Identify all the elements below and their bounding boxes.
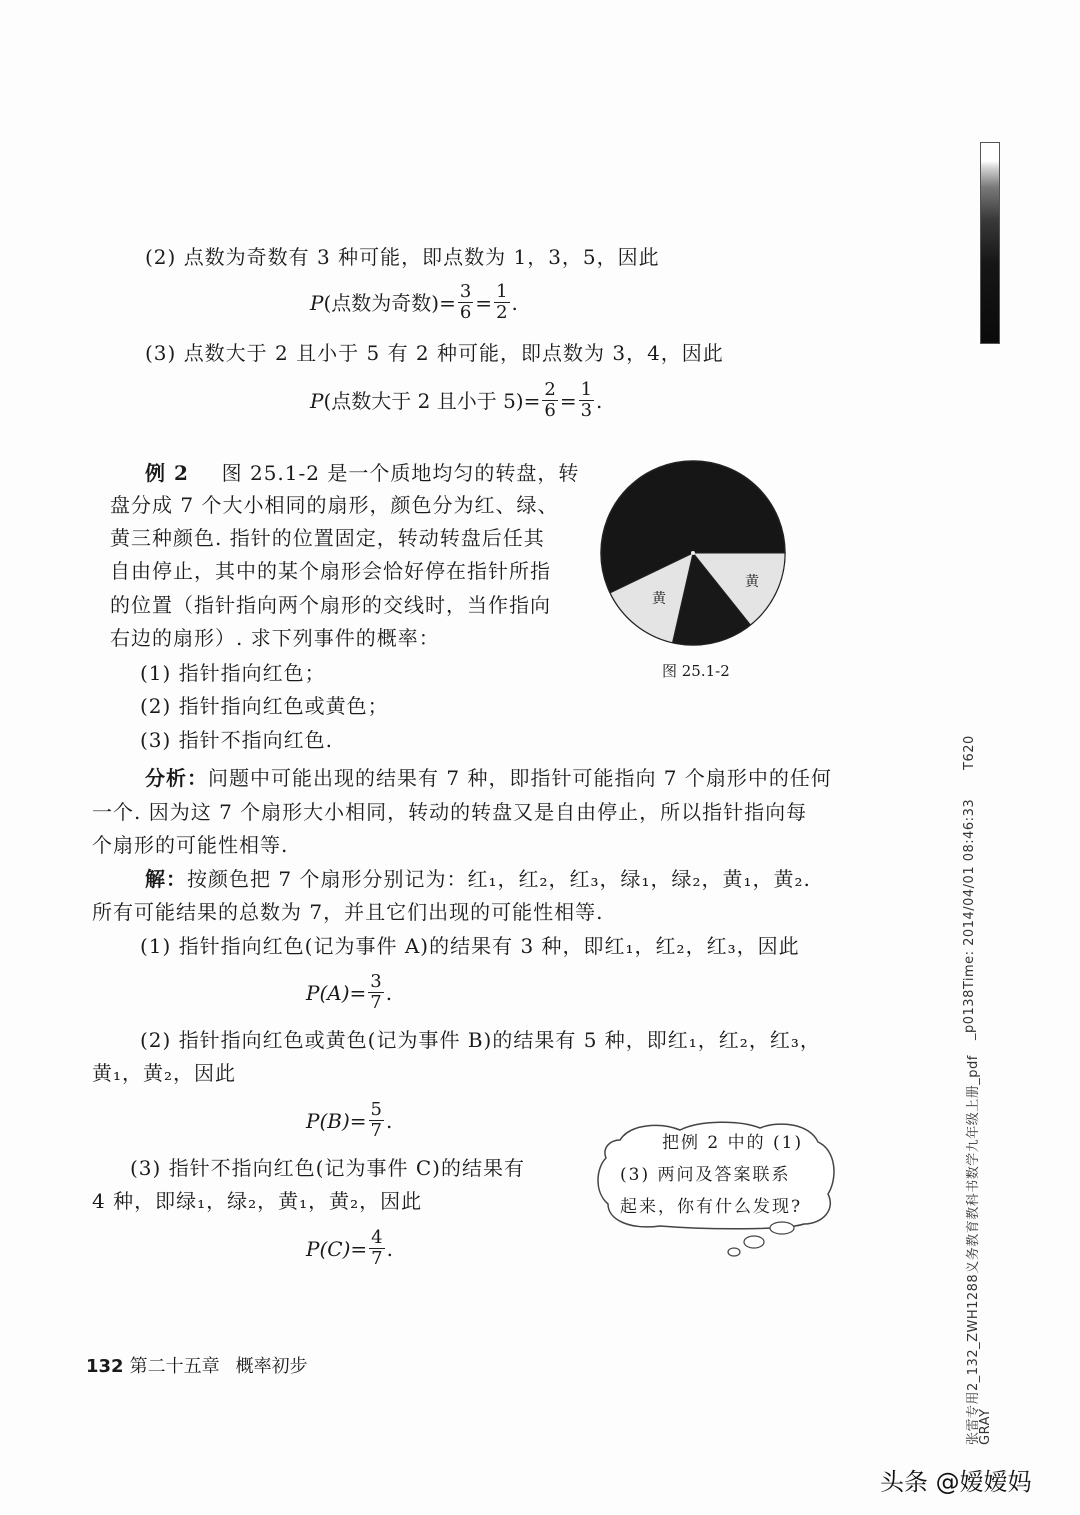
- equals: =: [559, 388, 577, 413]
- part3-formula: [306, 1228, 393, 1269]
- analysis-line: 一个. 因为这 7 个扇形大小相同，转动的转盘又是自由停止，所以指针指向每: [92, 800, 808, 824]
- chapter-label: 第二十五章: [129, 1356, 220, 1377]
- prob-symbol: P: [310, 290, 324, 315]
- solution-first-line: 解：按颜色把 7 个扇形分别记为：红₁，红₂，红₃，绿₁，绿₂，黄₁，黄₂.: [145, 867, 811, 891]
- period: .: [385, 980, 393, 1005]
- example2-line: 黄三种颜色. 指针的位置固定，转动转盘后任其: [110, 526, 545, 550]
- fraction: $\frac{3}{7}$: [370, 971, 382, 1013]
- part1-formula: [306, 972, 392, 1013]
- slice-label-yellow-left: 黄: [652, 591, 666, 607]
- figure-caption: 图 25.1-2: [662, 662, 730, 680]
- question-1: (1) 指针指向红色；: [140, 661, 326, 685]
- period: .: [386, 1236, 393, 1261]
- watermark: 头条 @嫒嫒妈: [880, 1468, 1032, 1496]
- scan-file-label: 张雷专用2_132_ZWH1288义务教育教科书数学九年级上册_pdf: [966, 1055, 981, 1445]
- formula-arg: (点数大于 2 且小于 5): [323, 388, 524, 413]
- part1-text: (1) 指针指向红色(记为事件 A)的结果有 3 种，即红₁，红₂，红₃，因此: [140, 934, 800, 958]
- scan-code: T620: [962, 735, 977, 770]
- example-label: 例 2: [145, 461, 189, 485]
- formula-arg: (点数为奇数): [323, 290, 440, 315]
- analysis-first-line: 分析：问题中可能出现的结果有 7 种，即指针可能指向 7 个扇形中的任何: [145, 766, 832, 790]
- fraction: $\frac{2}{6}$: [544, 379, 556, 421]
- period: .: [385, 1108, 393, 1133]
- equals: =: [349, 1108, 367, 1133]
- prob-symbol: P: [310, 388, 324, 413]
- spinner-figure: [598, 458, 788, 648]
- equals: =: [475, 290, 493, 315]
- part3-text-cont: 4 种，即绿₁，绿₂，黄₁，黄₂，因此: [92, 1189, 423, 1213]
- bubble-line: 把例 2 中的 (1): [662, 1133, 804, 1153]
- example2-line: 的位置（指针指向两个扇形的交线时，当作指向: [110, 593, 551, 617]
- period: .: [596, 388, 603, 413]
- item3-formula: [310, 380, 602, 421]
- question-3: (3) 指针不指向红色.: [140, 728, 334, 752]
- fraction: $\frac{1}{2}$: [496, 281, 508, 323]
- part3-text: (3) 指针不指向红色(记为事件 C)的结果有: [130, 1156, 525, 1180]
- equals: =: [523, 388, 541, 413]
- bubble-line: (3) 两问及答案联系: [620, 1165, 791, 1185]
- page-footer: [86, 1352, 308, 1378]
- chapter-title: 概率初步: [235, 1356, 308, 1377]
- part2-text: (2) 指针指向红色或黄色(记为事件 B)的结果有 5 种，即红₁，红₂，红₃，: [140, 1028, 821, 1052]
- grayscale-calibration-bar: [980, 142, 1000, 344]
- fraction: $\frac{4}{7}$: [371, 1227, 383, 1269]
- bubble-line: 起来，你有什么发现?: [620, 1197, 803, 1217]
- prob-expression: P(A): [306, 980, 350, 1005]
- fraction: $\frac{1}{3}$: [580, 379, 593, 421]
- slice-label-yellow-right: 黄: [745, 574, 759, 590]
- solution-line: 所有可能结果的总数为 7，并且它们出现的可能性相等.: [92, 900, 604, 924]
- part2-text-cont: 黄₁，黄₂，因此: [92, 1061, 237, 1085]
- solution-label: 解：: [145, 867, 187, 891]
- equals: =: [439, 290, 456, 315]
- item2-text: (2) 点数为奇数有 3 种可能，即点数为 1，3，5，因此: [145, 245, 660, 269]
- scan-timestamp: _p0138Time: 2014/04/01 08:46:33: [962, 798, 977, 1040]
- prob-expression: P(C): [306, 1236, 351, 1261]
- item2-formula: [310, 282, 518, 323]
- example2-line: 盘分成 7 个大小相同的扇形，颜色分为红、绿、: [110, 493, 559, 517]
- fraction: $\frac{3}{6}$: [459, 281, 472, 323]
- fraction: $\frac{5}{7}$: [370, 1099, 382, 1141]
- example2-first-line: 例 2 图 25.1-2 是一个质地均匀的转盘，转: [145, 461, 580, 485]
- item3-text: (3) 点数大于 2 且小于 5 有 2 种可能，即点数为 3，4，因此: [145, 341, 724, 365]
- equals: =: [350, 1236, 368, 1261]
- analysis-line: 个扇形的可能性相等.: [92, 833, 289, 857]
- analysis-label: 分析：: [145, 766, 208, 790]
- example2-line: 右边的扇形）. 求下列事件的概率：: [110, 626, 440, 650]
- page-number: 132: [86, 1356, 124, 1377]
- example2-line: 自由停止，其中的某个扇形会恰好停在指针所指: [110, 559, 551, 583]
- prob-expression: P(B): [306, 1108, 350, 1133]
- equals: =: [349, 980, 367, 1005]
- scan-mode: GRAY: [978, 1408, 993, 1445]
- question-2: (2) 指针指向红色或黄色；: [140, 694, 389, 718]
- part2-formula: [306, 1100, 392, 1141]
- period: .: [511, 290, 518, 315]
